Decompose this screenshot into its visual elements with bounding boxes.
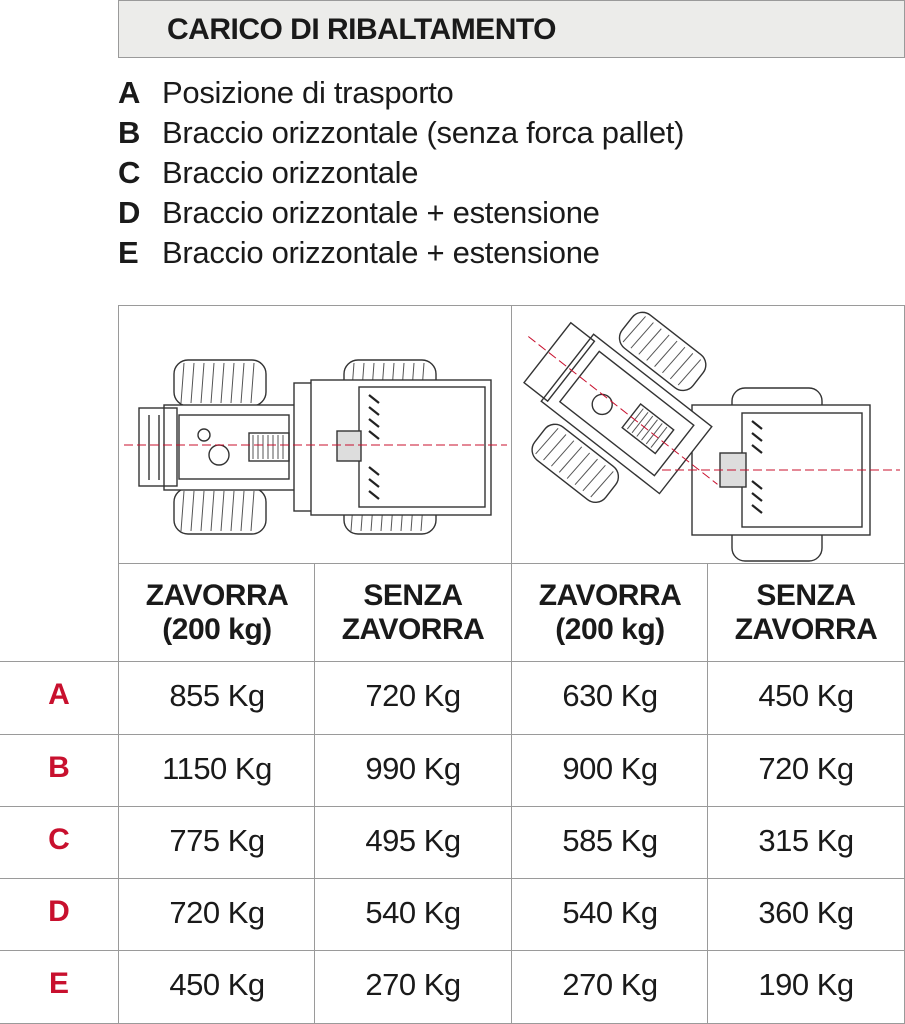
column-header-line: ZAVORRA	[734, 613, 878, 646]
legend-code: D	[118, 195, 141, 230]
column-header-line: (200 kg)	[555, 613, 665, 646]
table-cell: 585 Kg	[562, 823, 658, 858]
legend-item	[118, 113, 684, 153]
table-cell: 1150 Kg	[162, 751, 272, 786]
legend-code: A	[118, 75, 141, 110]
legend-item	[118, 193, 684, 233]
legend-code: B	[118, 115, 141, 150]
title-bar	[118, 0, 905, 58]
table-cell: 855 Kg	[169, 678, 265, 713]
tipping-load-table	[0, 305, 905, 1024]
column-header-line: ZAVORRA	[341, 613, 485, 646]
table-cell: 720 Kg	[169, 895, 265, 930]
grid-line	[0, 734, 905, 735]
table-cell: 540 Kg	[365, 895, 461, 930]
column-header-line: ZAVORRA	[538, 579, 682, 612]
column-header-no-ballast	[708, 567, 904, 659]
legend-label: Braccio orizzontale (senza forca pallet)	[162, 115, 685, 150]
row-label: E	[48, 967, 69, 1000]
column-header-ballast-200kg	[119, 567, 315, 659]
legend-code: E	[118, 235, 139, 270]
legend-label: Posizione di trasporto	[162, 75, 454, 110]
column-header-line: ZAVORRA	[145, 579, 289, 612]
legend-label: Braccio orizzontale + estensione	[162, 195, 600, 230]
legend-item	[118, 73, 684, 113]
column-header-ballast-200kg	[512, 567, 708, 659]
grid-line	[0, 806, 905, 807]
row-label: D	[48, 895, 70, 928]
table-cell: 270 Kg	[562, 967, 658, 1002]
table-cell: 990 Kg	[365, 751, 461, 786]
grid-line	[0, 950, 905, 951]
table-cell: 540 Kg	[562, 895, 658, 930]
table-cell: 775 Kg	[169, 823, 265, 858]
machine-straight-illustration	[119, 305, 511, 563]
legend-label: Braccio orizzontale + estensione	[162, 235, 600, 270]
legend-code: C	[118, 155, 141, 190]
page-title: CARICO DI RIBALTAMENTO	[167, 13, 556, 46]
column-header-line: SENZA	[756, 579, 856, 612]
machine-articulated-illustration	[512, 305, 904, 563]
table-cell: 630 Kg	[562, 678, 658, 713]
row-label: A	[48, 678, 70, 711]
grid-line	[0, 878, 905, 879]
column-header-line: (200 kg)	[162, 613, 272, 646]
table-cell: 450 Kg	[169, 967, 265, 1002]
grid-line	[0, 661, 905, 662]
table-cell: 270 Kg	[365, 967, 461, 1002]
row-label: C	[48, 823, 70, 856]
table-cell: 720 Kg	[758, 751, 854, 786]
table-cell: 360 Kg	[758, 895, 854, 930]
legend-item	[118, 153, 684, 193]
legend-label: Braccio orizzontale	[162, 155, 419, 190]
row-label: B	[48, 751, 70, 784]
table-cell: 720 Kg	[365, 678, 461, 713]
column-header-line: SENZA	[363, 579, 463, 612]
legend-list	[118, 73, 684, 273]
table-cell: 450 Kg	[758, 678, 854, 713]
column-header-no-ballast	[315, 567, 511, 659]
table-cell: 900 Kg	[562, 751, 658, 786]
table-cell: 190 Kg	[758, 967, 854, 1002]
legend-item	[118, 233, 684, 273]
table-cell: 495 Kg	[365, 823, 461, 858]
table-cell: 315 Kg	[758, 823, 854, 858]
